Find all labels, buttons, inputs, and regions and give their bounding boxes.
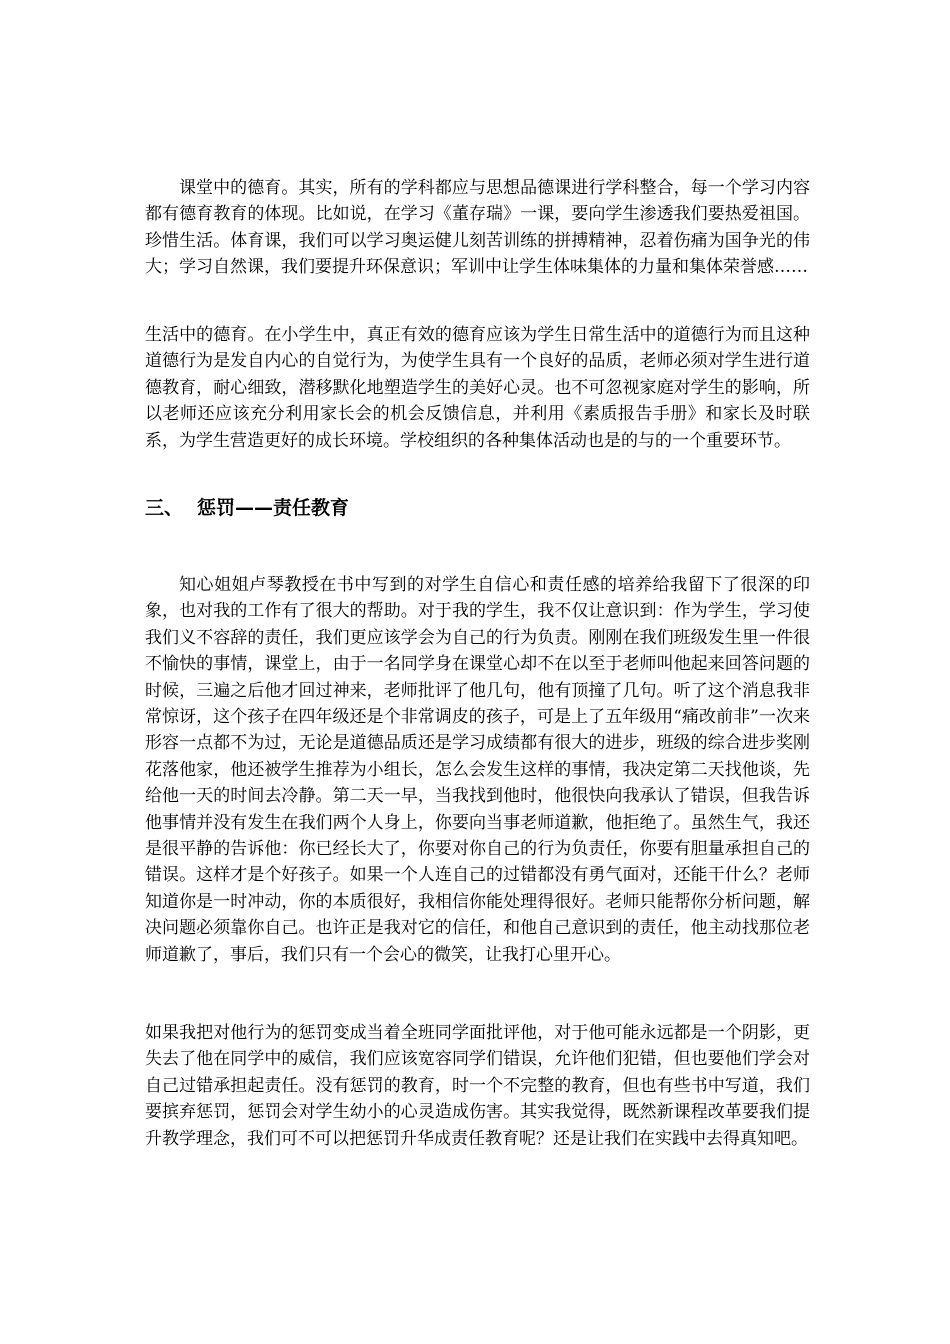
section-heading: [145, 494, 349, 522]
paragraph-classroom-moral-education: 课堂中的德育。其实，所有的学科都应与思想品德课进行学科整合，每一个学习内容都有德育教育的体现。比如说，在学习《董存瑞》一课，要向学生渗透我们要热爱祖国。珍惜生活。体育课，我们可以学习奥运健儿刻苦训练的拼搏精神，忍着伤痛为国争光的伟大；学习自然课，我们要提升环保意识；军训中让学生体味集体的力量和集体荣誉感……: [145, 178, 810, 278]
section-number: 三、: [145, 497, 184, 519]
section-title: 惩罚——责任教育: [197, 497, 350, 519]
paragraph-teacher-story: 知心姐姐卢琴教授在书中写到的对学生自信心和责任感的培养给我留下了很深的印象，也对我的工作有了很大的帮助。对于我的学生，我不仅让意识到：作为学生，学习使我们义不容辞的责任，我们更应该学会为自己的行为负责。刚刚在我们班级发生里一件很不愉快的事情，课堂上，由于一名同学身在课堂心却不在以至于老师叫他起来回答问题的时候，三遍之后他才回过神来，老师批评了他几句，他有顶撞了几句。听了这个消息我非常惊讶，这个孩子在四年级还是个非常调皮的孩子，可是上了五年级用“痛改前非”一次来形容一点都不为过，无论是道德品质还是学习成绩都有很大的进步，班级的综合进步奖刚花落他家，他还被学生推荐为小组长，怎么会发生这样的事情，我决定第二天找他谈，先给他一天的时间去冷静。第二天一早，当我找到他时，他很快向我承认了错误，但我告诉他事情并没有发生在我们两个人身上，你要向当事老师道歉，他拒绝了。虽然生气，我还是很平静的告诉他：你已经长大了，你要对你自己的行为负责任，你要有胆量承担自己的错误。这样才是个好孩子。如果一个人连自己的过错都没有勇气面对，还能干什么？老师知道你是一时冲动，你的本质很好，我相信你能处理得很好。老师只能帮你分析问题，解决问题必须靠你自己。也许正是我对它的信任，和他自己意识到的责任，他主动找那位老师道歉了，事后，我们只有一个会心的微笑，让我打心里开心。: [145, 575, 810, 965]
paragraph-punishment-reflection: 如果我把对他行为的惩罚变成当着全班同学面批评他，对于他可能永远都是一个阴影，更失去了他在同学中的威信，我们应该宽容同学们错误，允许他们犯错，但也要他们学会对自己过错承担起责任。没有惩罚的教育，时一个不完整的教育，但也有些书中写道，我们要摈弃惩罚，惩罚会对学生幼小的心灵造成伤害。其实我觉得，既然新课程改革要我们提升教学理念，我们可不可以把惩罚升华成责任教育呢？还是让我们在实践中去得真知吧。: [145, 1023, 810, 1149]
paragraph-life-moral-education: 生活中的德育。在小学生中，真正有效的德育应该为学生日常生活中的道德行为而且这种道德行为是发自内心的自觉行为，为使学生具有一个良好的品质，老师必须对学生进行道德教育，耐心细致，潜移默化地塑造学生的美好心灵。也不可忽视家庭对学生的影响，所以老师还应该充分利用家长会的机会反馈信息，并利用《素质报告手册》和家长及时联系，为学生营造更好的成长环境。学校组织的各种集体活动也是的与的一个重要环节。: [145, 325, 810, 451]
